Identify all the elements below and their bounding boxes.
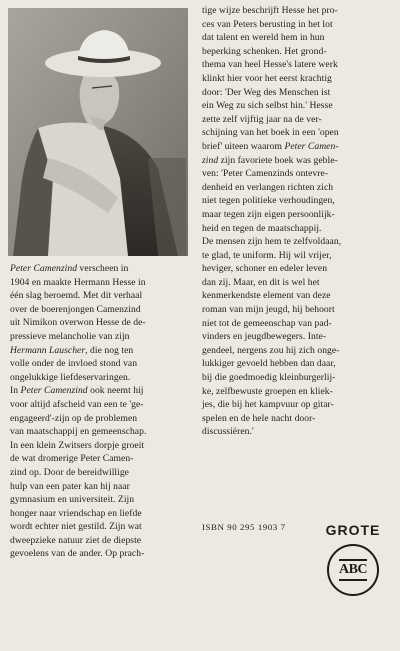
text-segment: zette zelf vijftig jaar na de ver- xyxy=(202,113,322,125)
text-segment: wordt echter niet gestild. Zijn wat xyxy=(10,521,142,533)
text-segment: kenmerkendste element van deze xyxy=(202,290,331,302)
text-line xyxy=(202,58,388,72)
logo-top-text: GROTE xyxy=(325,522,381,538)
text-segment: de wat dromerige Peter Camen- xyxy=(10,453,134,465)
text-line xyxy=(10,547,194,561)
text-segment: dweepzieke natuur ziet de diepste xyxy=(10,534,142,546)
text-line xyxy=(10,507,194,521)
text-segment: honger naar vriendschap en liefde xyxy=(10,507,142,519)
text-segment: ces van Peters berusting in het lot xyxy=(202,18,333,30)
text-line xyxy=(10,262,194,276)
text-segment: dan zij. Maar, en dit is wel het xyxy=(202,276,320,288)
text-line xyxy=(202,140,388,154)
text-line xyxy=(202,235,388,249)
text-segment: In xyxy=(10,385,21,397)
publisher-logo xyxy=(318,522,388,600)
text-segment: brief' uiteen waarom xyxy=(202,140,285,152)
italic-title: Peter Camenzind xyxy=(10,263,78,274)
text-line xyxy=(10,384,194,398)
text-line xyxy=(10,344,194,358)
left-text-column xyxy=(10,262,194,561)
text-segment: niet tot de gemeenschap van pad- xyxy=(202,317,332,329)
text-segment: gendeel, nergens zou hij zich onge- xyxy=(202,344,340,356)
text-segment: van maatschappij en gemeenschap. xyxy=(10,426,147,438)
text-segment: heid en tegen de maatschappij. xyxy=(202,222,322,234)
text-line xyxy=(10,493,194,507)
text-line xyxy=(10,452,194,466)
text-segment: 1904 en maakte Hermann Hesse in xyxy=(10,276,146,288)
text-segment: ein Weg zu sich selbst hin.' Hesse xyxy=(202,100,333,112)
text-segment: roman van mijn jeugd, hij behoort xyxy=(202,304,335,316)
text-line xyxy=(202,398,388,412)
right-text-column xyxy=(202,4,388,439)
text-segment: schijning van het boek in een 'open xyxy=(202,127,339,139)
text-line xyxy=(10,398,194,412)
text-line xyxy=(202,113,388,127)
text-line xyxy=(202,344,388,358)
italic-title: Hermann Lauscher xyxy=(10,344,86,356)
text-line xyxy=(10,466,194,480)
text-line xyxy=(10,289,194,303)
logo-seal-text: ABC xyxy=(339,559,367,581)
text-segment: lukkiger gevoeld hebben dan daar, xyxy=(202,358,336,370)
italic-title: zind xyxy=(202,154,219,166)
text-segment: gevoelens van de ander. Op prach- xyxy=(10,548,145,560)
text-segment: engageerd'-zijn op de problemen xyxy=(10,412,138,424)
text-segment: spelen en de hele nacht door- xyxy=(202,412,316,424)
text-segment: jes, die bij het kampvuur op gitar- xyxy=(202,399,334,411)
text-line xyxy=(202,4,388,18)
text-line xyxy=(10,330,194,344)
text-segment: niet tegen politieke verhoudingen, xyxy=(202,195,335,207)
text-segment: , die nog ten xyxy=(85,344,134,356)
text-line xyxy=(10,412,194,426)
text-segment: ook neemt hij xyxy=(87,385,144,397)
text-line xyxy=(202,18,388,32)
text-segment: maar tegen zijn eigen persoonlijk- xyxy=(202,208,335,220)
text-line xyxy=(10,316,194,330)
text-segment: dat talent en wereld hem in hun xyxy=(202,32,325,44)
text-line xyxy=(202,330,388,344)
text-line xyxy=(202,222,388,236)
text-segment: één slag beroemd. Met dit verhaal xyxy=(10,290,143,302)
text-segment: door: 'Der Weg des Menschen ist xyxy=(202,86,331,98)
text-segment: pressieve melancholie van zijn xyxy=(10,330,130,342)
text-line xyxy=(10,439,194,453)
text-line xyxy=(202,45,388,59)
text-line xyxy=(202,126,388,140)
text-line xyxy=(10,534,194,548)
text-segment: ke, zelfbewuste groepen en kliek- xyxy=(202,385,333,397)
text-segment: thema van heel Hesse's latere werk xyxy=(202,59,338,71)
text-line xyxy=(202,289,388,303)
text-line xyxy=(10,303,194,317)
text-line xyxy=(202,412,388,426)
text-segment: zind op. Door de bereidwillige xyxy=(10,466,129,478)
text-segment: De mensen zijn hem te zelfvoldaan, xyxy=(202,236,342,248)
text-segment: heviger, schoner en edeler leven xyxy=(202,263,328,275)
portrait-photo-icon xyxy=(8,8,188,256)
text-line xyxy=(202,276,388,290)
text-line xyxy=(202,385,388,399)
text-segment: uit Nimikon overwon Hesse de de- xyxy=(10,317,146,329)
text-line xyxy=(202,99,388,113)
text-segment: hulp van een pater kan hij naar xyxy=(10,480,130,492)
italic-title: Peter Camen- xyxy=(284,140,339,152)
text-segment: volle onder de invloed stond van xyxy=(10,358,138,370)
text-segment: verscheen in xyxy=(77,263,129,274)
text-line xyxy=(202,249,388,263)
text-segment: bij die goedmoedig kleinburgerlij- xyxy=(202,372,336,384)
text-segment: voor altijd afscheid van een te 'ge- xyxy=(10,398,144,410)
text-segment: beperking schenken. Het grond- xyxy=(202,45,327,57)
text-line xyxy=(202,371,388,385)
text-line xyxy=(202,425,388,439)
logo-seal-icon xyxy=(327,544,379,596)
text-line xyxy=(10,425,194,439)
text-line xyxy=(202,181,388,195)
text-line xyxy=(202,167,388,181)
text-line xyxy=(10,371,194,385)
text-line xyxy=(10,357,194,371)
text-segment: ongelukkige liefdeservaringen. xyxy=(10,371,131,383)
text-line xyxy=(202,72,388,86)
author-portrait-photo xyxy=(8,8,188,256)
text-segment: gymnasium en universiteit. Zijn xyxy=(10,494,135,506)
text-segment: over de boerenjongen Camenzind xyxy=(10,303,141,315)
text-segment: In een klein Zwitsers dorpje groeit xyxy=(10,439,145,451)
text-line xyxy=(202,357,388,371)
text-segment: zijn favoriete boek was geble- xyxy=(218,154,338,166)
italic-title: Peter Camenzind xyxy=(20,385,88,397)
text-line xyxy=(202,86,388,100)
text-segment: discussiëren.' xyxy=(202,426,254,438)
isbn-number: ISBN 90 295 1903 7 xyxy=(202,522,286,532)
text-line xyxy=(202,194,388,208)
text-segment: ven: 'Peter Camenzinds ontevre- xyxy=(202,168,329,180)
text-segment: denheid en verlangen richten zich xyxy=(202,181,334,193)
text-segment: klinkt hier voor het eerst krachtig xyxy=(202,72,332,84)
text-line xyxy=(202,154,388,168)
text-line xyxy=(202,208,388,222)
text-line xyxy=(10,276,194,290)
text-line xyxy=(202,317,388,331)
text-segment: vinders en jeugdbewegers. Inte- xyxy=(202,331,327,343)
text-line xyxy=(202,303,388,317)
text-line xyxy=(202,31,388,45)
text-segment: tige wijze beschrijft Hesse het pro- xyxy=(202,5,338,16)
text-line xyxy=(202,262,388,276)
text-segment: te glad, te uniform. Hij wil vrijer, xyxy=(202,249,332,261)
text-line xyxy=(10,520,194,534)
text-line xyxy=(10,480,194,494)
